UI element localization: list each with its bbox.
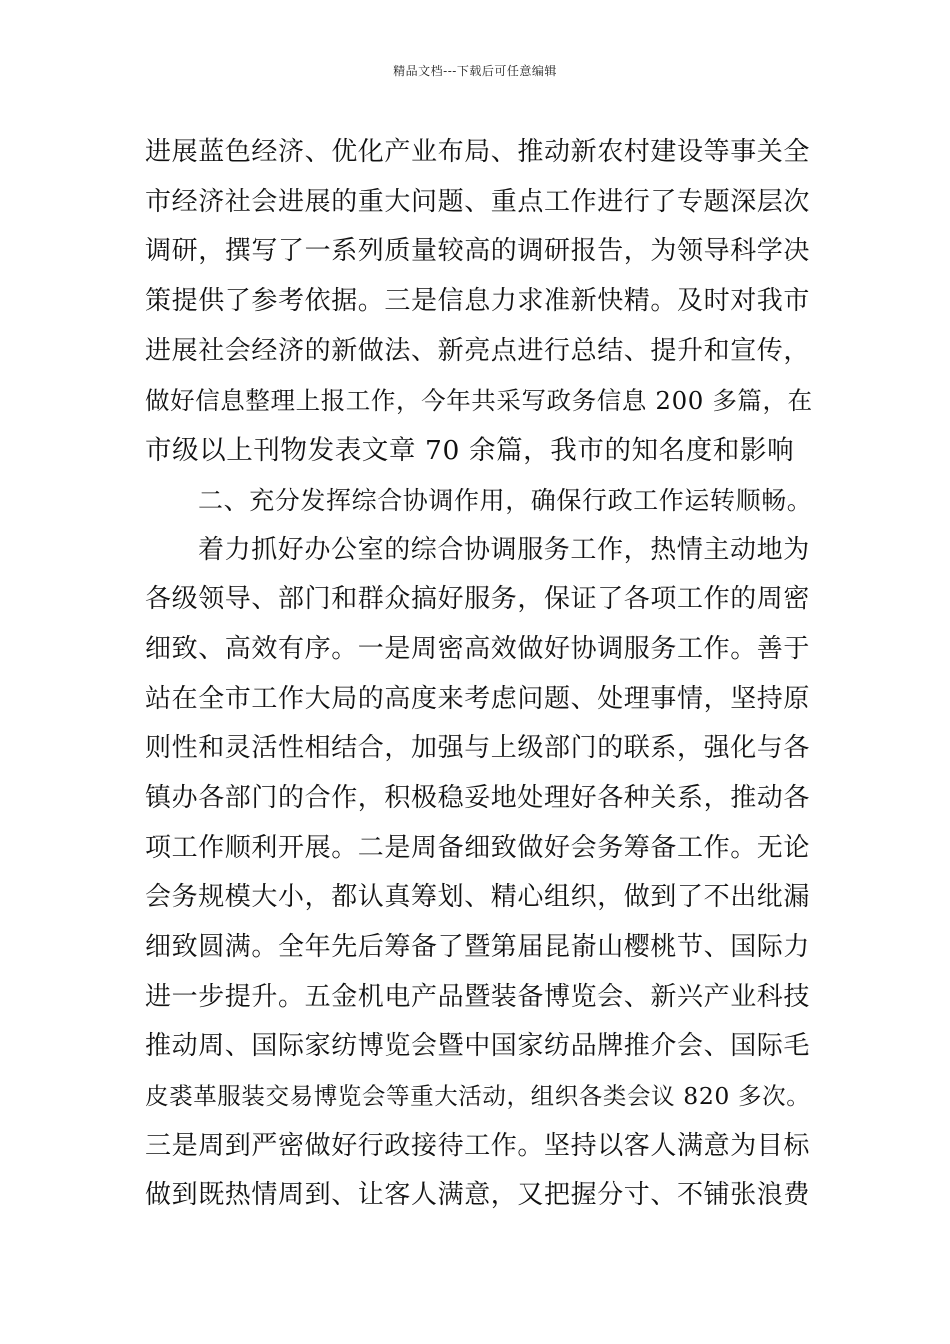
text-line: 三是周到严密做好行政接待工作。坚持以客人满意为目标 [145,1130,811,1161]
text-line: 做到既热情周到、让客人满意，又把握分寸、不铺张浪费 [145,1180,811,1211]
text-line: 做好信息整理上报工作，今年共采写政务信息 200 多篇，在 [145,386,813,416]
text-line: 进展蓝色经济、优化产业布局、推动新农村建设等事关全 [145,137,811,167]
text-line: 细致、高效有序。一是周密高效做好协调服务工作。善于 [145,633,811,664]
text-line: 镇办各部门的合作，积极稳妥地处理好各种关系，推动各 [145,782,811,813]
text-line: 细致圆满。全年先后筹备了暨第届昆嵛山樱桃节、国际力 [145,932,811,962]
text-line: 皮裘革服装交易博览会等重大活动，组织各类会议 820 多次。 [145,1082,811,1111]
text-line: 调研，撰写了一系列质量较高的调研报告，为领导科学决 [145,236,811,267]
text-line: 策提供了参考依据。三是信息力求准新快精。及时对我市 [145,286,811,317]
text-line: 推动周、国际家纺博览会暨中国家纺品牌推介会、国际毛 [145,1031,811,1062]
text-line: 进展社会经济的新做法、新亮点进行总结、提升和宣传， [145,335,811,366]
text-line: 会务规模大小，都认真筹划、精心组织，做到了不出纰漏 [145,882,811,913]
document-body [145,128,815,1221]
text-line: 市级以上刊物发表文章 70 余篇，我市的知名度和影响 [145,435,795,467]
text-line: 站在全市工作大局的高度来考虑问题、处理事情，坚持原 [145,683,811,714]
text-line: 则性和灵活性相结合，加强与上级部门的联系，强化与各 [145,733,811,764]
page-header: 精品文档---下载后可任意编辑 [393,64,557,78]
text-line: 各级领导、部门和群众搞好服务，保证了各项工作的周密 [145,584,811,615]
text-line: 二、充分发挥综合协调作用，确保行政工作运转顺畅。 [198,485,813,515]
text-line: 着力抓好办公室的综合协调服务工作，热情主动地为 [198,534,810,565]
text-line: 项工作顺利开展。二是周备细致做好会务筹备工作。无论 [145,832,811,863]
text-line: 市经济社会进展的重大问题、重点工作进行了专题深层次 [145,186,811,217]
text-line: 进一步提升。五金机电产品暨装备博览会、新兴产业科技 [145,981,811,1012]
